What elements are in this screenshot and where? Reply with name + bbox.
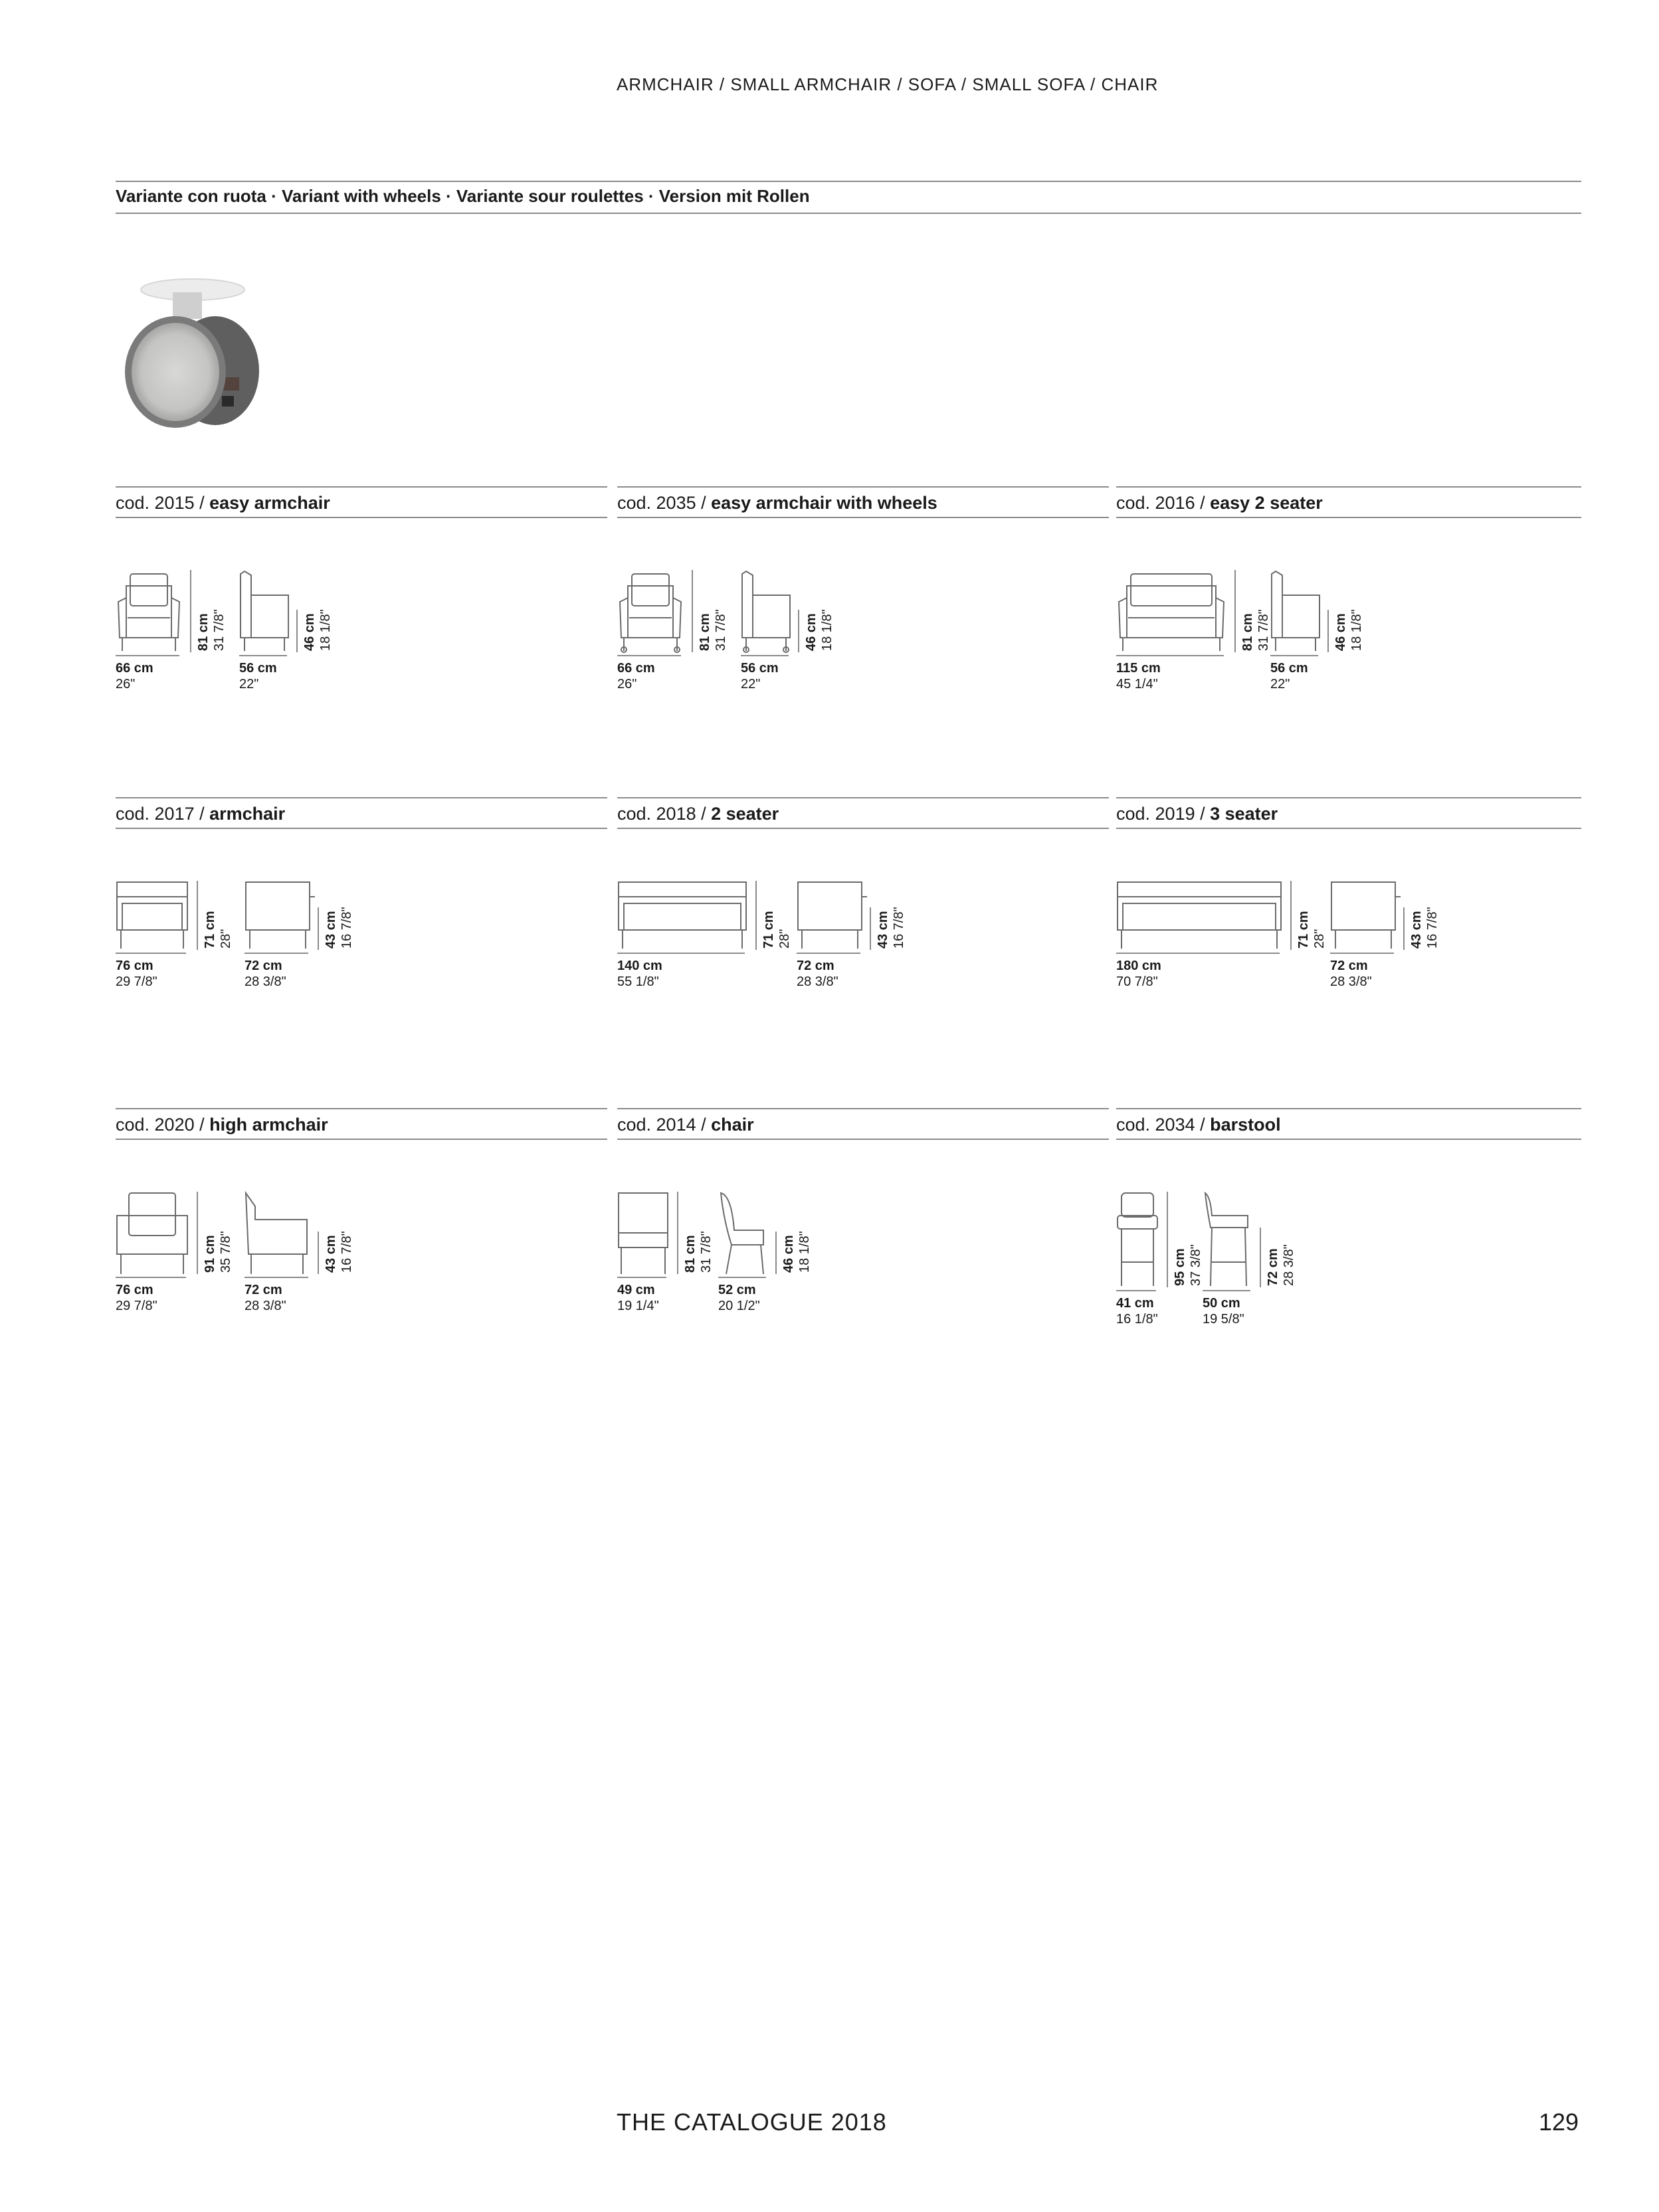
dimension-cm: 72 cm [244, 959, 282, 973]
side-depth-label [244, 958, 286, 990]
product-top-rule [1116, 1108, 1581, 1109]
variant-bottom-rule [116, 213, 1581, 214]
front-width-label [617, 660, 655, 692]
side-depth-line [1330, 953, 1397, 955]
side-depth-line [1203, 1290, 1253, 1293]
product-top-rule [116, 486, 607, 488]
dimension-cm: 43 cm [324, 911, 338, 949]
product-easy-2-seater [1116, 486, 1595, 752]
product-name: armchair [209, 804, 286, 824]
seat-height-line [1260, 1228, 1262, 1290]
dimension-inch: 28 3/8" [1282, 1244, 1296, 1286]
product-name: easy 2 seater [1210, 493, 1323, 513]
dimension-inch: 31 7/8" [1256, 609, 1271, 651]
caster-wheel-image [114, 278, 267, 437]
dimension-inch: 16 7/8" [892, 907, 906, 949]
product-chair [617, 1108, 1096, 1374]
product-bottom-rule [116, 828, 607, 829]
seat-height-label [323, 1231, 355, 1273]
product-code: cod. 2014 / [617, 1115, 712, 1135]
dimension-inch: 28 3/8" [797, 974, 838, 989]
front-view-drawing [1116, 1192, 1159, 1291]
dimension-inch: 26" [617, 677, 637, 691]
product-top-rule [116, 797, 607, 798]
front-width-label [116, 660, 153, 692]
dimension-cm: 81 cm [683, 1235, 698, 1273]
height-label [1172, 1244, 1204, 1286]
height-label [1296, 911, 1327, 949]
seat-height-label [781, 1231, 813, 1273]
height-line [1167, 1192, 1169, 1290]
product-name: 3 seater [1210, 804, 1278, 824]
product-bottom-rule [116, 517, 607, 518]
dimension-cm: 72 cm [1330, 959, 1368, 973]
dimension-inch: 26" [116, 677, 136, 691]
variant-top-rule [116, 181, 1581, 182]
dimension-cm: 46 cm [302, 613, 317, 651]
product-title [617, 493, 937, 513]
product-bottom-rule [617, 828, 1109, 829]
dimension-cm: 180 cm [1116, 959, 1161, 973]
dimension-inch: 29 7/8" [116, 1299, 157, 1313]
dimension-inch: 18 1/8" [797, 1231, 812, 1273]
front-width-label [617, 958, 662, 990]
product-armchair [116, 797, 594, 1063]
dimension-cm: 41 cm [1116, 1296, 1154, 1311]
front-width-line [1116, 1290, 1159, 1293]
height-line [677, 1192, 680, 1277]
seat-height-line [318, 1232, 320, 1277]
product-code: cod. 2020 / [116, 1115, 210, 1135]
dimension-cm: 81 cm [698, 613, 712, 651]
dimension-cm: 50 cm [1203, 1296, 1240, 1311]
dimension-inch: 16 7/8" [1425, 907, 1440, 949]
product-code: cod. 2015 / [116, 493, 210, 513]
front-width-label [1116, 958, 1161, 990]
dimension-inch: 19 1/4" [617, 1299, 659, 1313]
dimension-inch: 22" [741, 677, 761, 691]
front-width-line [617, 953, 747, 955]
product-top-rule [1116, 486, 1581, 488]
dimension-cm: 43 cm [1409, 911, 1424, 949]
product-title [1116, 493, 1323, 513]
front-width-line [617, 1277, 669, 1279]
dimension-inch: 29 7/8" [116, 974, 157, 989]
side-depth-label [239, 660, 277, 692]
side-depth-label [741, 660, 779, 692]
dimension-cm: 71 cm [761, 911, 776, 949]
height-line [1290, 881, 1293, 953]
seat-height-line [1327, 610, 1330, 655]
front-width-label [116, 958, 157, 990]
product-code: cod. 2018 / [617, 804, 712, 824]
product-high-armchair [116, 1108, 594, 1374]
height-label [697, 609, 729, 651]
dimension-inch: 28" [219, 929, 233, 949]
dimension-cm: 140 cm [617, 959, 662, 973]
product-top-rule [116, 1108, 607, 1109]
dimension-cm: 76 cm [116, 1283, 153, 1297]
dimension-inch: 37 3/8" [1189, 1244, 1203, 1286]
dimension-cm: 72 cm [244, 1283, 282, 1297]
dimension-inch: 28 3/8" [1330, 974, 1372, 989]
dimension-cm: 56 cm [1270, 661, 1308, 676]
dimension-inch: 19 5/8" [1203, 1312, 1244, 1327]
product-title [116, 804, 285, 824]
height-line [1234, 570, 1237, 655]
dimension-inch: 70 7/8" [1116, 974, 1158, 989]
page-number: 129 [1539, 2108, 1579, 2136]
side-depth-label [244, 1282, 286, 1314]
dimension-cm: 115 cm [1116, 661, 1161, 676]
front-width-label [116, 1282, 157, 1314]
dimension-cm: 71 cm [1296, 911, 1311, 949]
front-width-line [116, 655, 182, 658]
dimension-inch: 22" [1270, 677, 1290, 691]
product-code: cod. 2019 / [1116, 804, 1211, 824]
dimension-cm: 43 cm [876, 911, 890, 949]
product-top-rule [1116, 797, 1581, 798]
dimension-cm: 43 cm [324, 1235, 338, 1273]
product-title [116, 493, 330, 513]
dimension-cm: 72 cm [797, 959, 834, 973]
dimension-cm: 46 cm [781, 1235, 796, 1273]
product-code: cod. 2017 / [116, 804, 210, 824]
product-easy-armchair [116, 486, 594, 752]
dimension-cm: 56 cm [741, 661, 779, 676]
dimension-inch: 18 1/8" [1349, 609, 1364, 651]
seat-height-label [302, 609, 334, 651]
dimension-cm: 81 cm [196, 613, 211, 651]
seat-height-line [296, 610, 299, 655]
side-depth-line [239, 655, 290, 658]
seat-height-label [1333, 609, 1365, 651]
dimension-inch: 35 7/8" [219, 1231, 233, 1273]
product-top-rule [617, 1108, 1109, 1109]
product-top-rule [617, 797, 1109, 798]
product-bottom-rule [116, 1139, 607, 1140]
height-line [197, 1192, 199, 1277]
product-name: chair [711, 1115, 754, 1135]
product-top-rule [617, 486, 1109, 488]
side-depth-line [244, 1277, 311, 1279]
seat-height-label [1265, 1244, 1297, 1286]
dimension-inch: 20 1/2" [718, 1299, 760, 1313]
front-width-line [116, 1277, 189, 1279]
product-bottom-rule [617, 1139, 1109, 1140]
front-width-line [116, 953, 189, 955]
seat-height-line [870, 907, 872, 953]
product-name: barstool [1210, 1115, 1281, 1135]
side-depth-label [1270, 660, 1308, 692]
dimension-inch: 45 1/4" [1116, 677, 1158, 691]
side-depth-label [1330, 958, 1372, 990]
dimension-inch: 55 1/8" [617, 974, 659, 989]
height-label [1240, 609, 1272, 651]
dimension-cm: 56 cm [239, 661, 277, 676]
seat-height-line [775, 1232, 778, 1277]
product-barstool [1116, 1108, 1595, 1374]
seat-height-label [803, 609, 835, 651]
product-code: cod. 2016 / [1116, 493, 1211, 513]
dimension-cm: 66 cm [617, 661, 655, 676]
height-label [202, 1231, 234, 1273]
dimension-inch: 28 3/8" [244, 1299, 286, 1313]
product-easy-armchair-with-wheels [617, 486, 1096, 752]
product-bottom-rule [1116, 828, 1581, 829]
dimension-inch: 31 7/8" [212, 609, 227, 651]
dimension-inch: 16 7/8" [340, 1231, 354, 1273]
seat-height-label [1409, 907, 1440, 949]
side-depth-label [1203, 1295, 1244, 1327]
product-3-seater [1116, 797, 1595, 1063]
dimension-cm: 91 cm [203, 1235, 217, 1273]
footer-title: THE CATALOGUE 2018 [617, 2108, 887, 2136]
dimension-cm: 46 cm [804, 613, 819, 651]
product-bottom-rule [1116, 1139, 1581, 1140]
seat-height-line [798, 610, 801, 655]
dimension-inch: 28" [1312, 929, 1327, 949]
dimension-cm: 46 cm [1333, 613, 1348, 651]
dimension-inch: 31 7/8" [714, 609, 728, 651]
front-width-label [1116, 660, 1161, 692]
product-title [1116, 804, 1278, 824]
dimension-inch: 18 1/8" [318, 609, 333, 651]
dimension-inch: 16 1/8" [1116, 1312, 1158, 1327]
dimension-inch: 31 7/8" [699, 1231, 714, 1273]
product-name: easy armchair [209, 493, 330, 513]
product-title [617, 804, 779, 824]
front-width-label [617, 1282, 659, 1314]
product-2-seater [617, 797, 1096, 1063]
product-name: easy armchair with wheels [711, 493, 937, 513]
dimension-cm: 66 cm [116, 661, 153, 676]
dimension-cm: 49 cm [617, 1283, 655, 1297]
side-depth-label [718, 1282, 760, 1314]
height-line [692, 570, 694, 655]
dimension-inch: 28" [777, 929, 792, 949]
dimension-cm: 72 cm [1266, 1248, 1280, 1286]
height-line [197, 881, 199, 953]
side-depth-line [797, 953, 863, 955]
height-line [755, 881, 758, 953]
variant-label: Variante con ruota · Variant with wheels · Variante sour roulettes · Version mit Rollen [116, 186, 810, 206]
side-depth-label [797, 958, 838, 990]
page-header-title: ARMCHAIR / SMALL ARMCHAIR / SOFA / SMALL SOFA / CHAIR [617, 74, 1159, 94]
side-depth-line [1270, 655, 1321, 658]
product-title [116, 1115, 328, 1135]
seat-height-label [323, 907, 355, 949]
dimension-inch: 16 7/8" [340, 907, 354, 949]
height-label [202, 911, 234, 949]
product-code: cod. 2035 / [617, 493, 712, 513]
height-label [761, 911, 793, 949]
dimension-inch: 28 3/8" [244, 974, 286, 989]
product-bottom-rule [617, 517, 1109, 518]
dimension-cm: 71 cm [203, 911, 217, 949]
height-label [682, 1231, 714, 1273]
front-width-line [1116, 953, 1282, 955]
front-width-line [617, 655, 684, 658]
side-depth-line [718, 1277, 769, 1279]
product-bottom-rule [1116, 517, 1581, 518]
seat-height-line [318, 907, 320, 953]
dimension-cm: 81 cm [1240, 613, 1255, 651]
seat-height-line [1403, 907, 1406, 953]
product-title [617, 1115, 754, 1135]
dimension-inch: 22" [239, 677, 259, 691]
dimension-cm: 52 cm [718, 1283, 756, 1297]
front-width-line [1116, 655, 1226, 658]
height-label [195, 609, 227, 651]
height-line [190, 570, 193, 655]
side-depth-line [244, 953, 311, 955]
dimension-inch: 18 1/8" [820, 609, 834, 651]
side-depth-line [741, 655, 791, 658]
product-title [1116, 1115, 1281, 1135]
front-width-label [1116, 1295, 1158, 1327]
dimension-cm: 76 cm [116, 959, 153, 973]
product-name: high armchair [209, 1115, 328, 1135]
product-name: 2 seater [711, 804, 779, 824]
seat-height-label [875, 907, 907, 949]
product-code: cod. 2034 / [1116, 1115, 1211, 1135]
dimension-cm: 95 cm [1173, 1248, 1187, 1286]
